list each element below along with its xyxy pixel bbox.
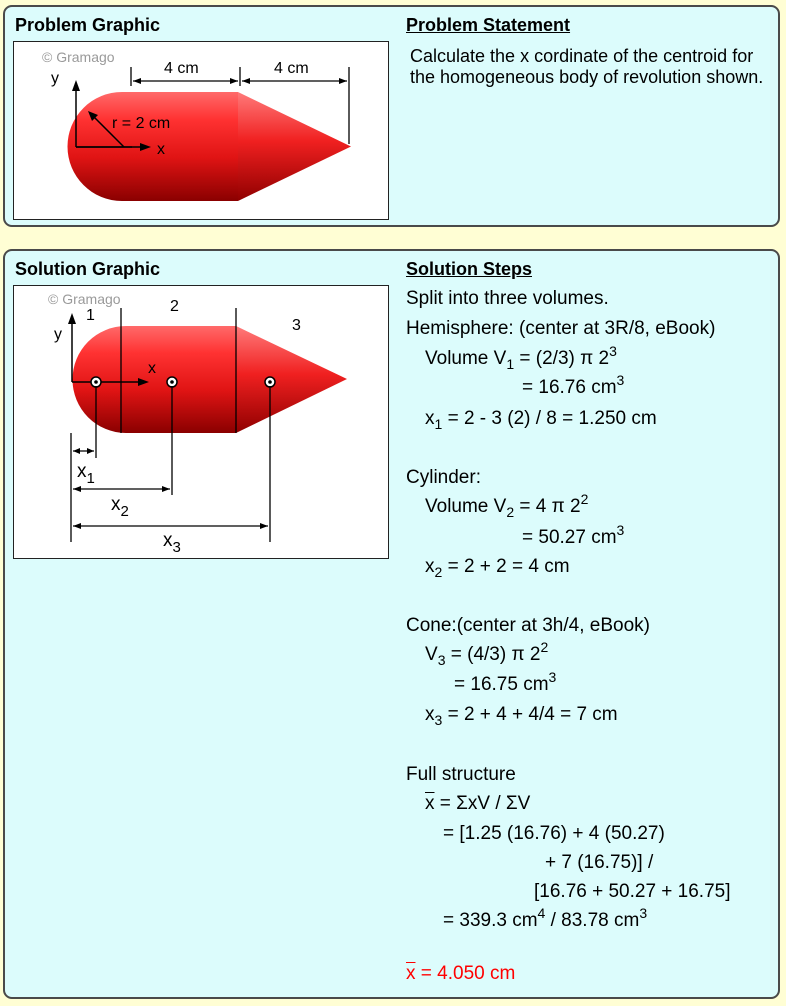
final-answer: $\overline{x} = 4.050$ cm [406,963,516,984]
step-hemisphere-volume-result: = 16.76 $cm^3$ [522,372,625,398]
body-cone [238,92,351,201]
solution-figure [14,286,389,559]
problem-statement-title: Problem Statement [406,15,571,35]
solution-graphic-title: Solution Graphic [15,259,161,279]
problem-graphic [13,41,389,220]
problem-graphic-title: Problem Graphic [15,15,161,35]
step-calc-line-3: [16.76 + 50.27 + 16.75] [534,881,731,902]
x-axis-label: x [157,141,165,158]
centroid-3-marker [265,377,275,387]
watermark: © Gramago [42,49,115,65]
body-cone [236,326,347,433]
step-full-heading: Full structure [406,764,516,785]
solution-panel [3,249,780,999]
step-cone-volume: $V_3 = (4/3)$ π $2^2$ [425,639,549,668]
problem-panel [3,5,780,227]
problem-statement-text: Calculate the x cordinate of the centroid for the homogeneous body of revolution shown. [410,46,764,87]
step-calc-line-1: = [1.25 (16.76) + 4 (50.27) [443,823,665,844]
centroid-2-marker [167,377,177,387]
step-cylinder-x: $x_2 = 2 + 2 = 4$ cm [425,556,570,580]
part-1-label: 1 [86,307,95,324]
solution-steps-title: Solution Steps [406,259,532,279]
y-axis-label: y [54,326,62,343]
x3-dimension-label: $x_3$ [163,530,181,556]
x2-dimension-label: $x_2$ [111,494,129,520]
step-cone-heading: Cone:(center at 3h/4, eBook) [406,615,650,636]
radius-label: r = 2 cm [112,115,171,132]
step-cylinder-heading: Cylinder: [406,467,481,488]
step-calc-line-2: + 7 (16.75)] / [545,852,654,873]
x-axis-label: x [148,360,156,377]
step-xbar-formula: $\overline{x} = \Sigma xV / \Sigma V$ [425,793,531,814]
step-cylinder-volume: Volume $V_2 = 4$ π $2^2$ [425,491,589,520]
step-hemisphere-heading: Hemisphere: (center at 3R/8, eBook) [406,318,716,339]
step-cone-x: $x_3 = 2 + 4 + 4/4 = 7$ cm [425,704,618,728]
part-2-label: 2 [170,298,179,315]
step-calc-line-4: = 339.3 $cm^4 / 83.78$ $cm^3$ [443,905,648,931]
problem-figure [14,42,389,220]
watermark: © Gramago [48,291,121,307]
step-cylinder-volume-result: = 50.27 $cm^3$ [522,522,625,548]
x1-dimension-label: $x_1$ [77,461,95,487]
dimension-cone-length: 4 cm [274,60,309,77]
step-hemisphere-x: $x_1 = 2 - 3$ (2) / 8 = 1.250 cm [425,408,657,432]
y-axis-label: y [51,70,59,87]
centroid-1-marker [91,377,101,387]
step-cone-volume-result: = 16.75 $cm^3$ [454,669,557,695]
part-3-label: 3 [292,317,301,334]
dimension-cylinder-length: 4 cm [164,60,199,77]
step-hemisphere-volume: Volume $V_1 = (2/3)$ π $2^3$ [425,343,617,372]
solution-graphic [13,285,389,559]
step-split: Split into three volumes. [406,288,609,309]
